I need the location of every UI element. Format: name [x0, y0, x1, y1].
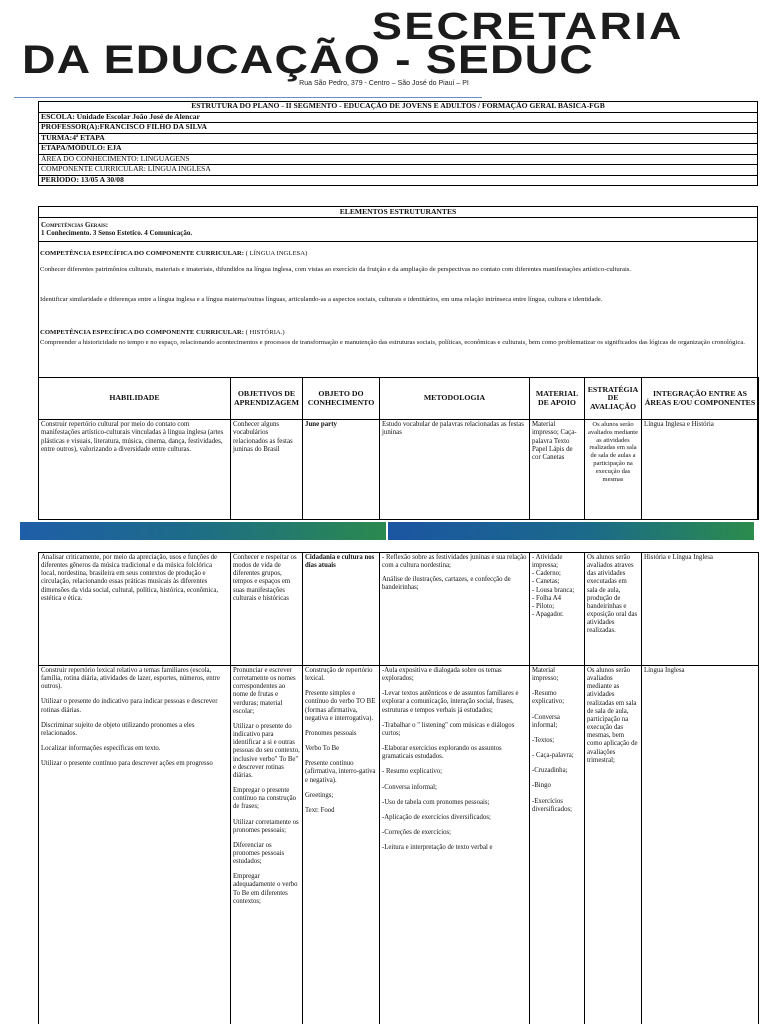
- general-competencies: [41, 221, 192, 237]
- header-divider: [14, 97, 482, 98]
- cell-skill: Analisar criticamente, por meio da apreciação, usos e funções de diferentes gêneros da música tradicional e da música folclórica local, nordestina, brasileira em seus contextos de produção e circulação, relacionando essas práticas musicais às diferentes dimensões da vida social, cultural, política, histórica, econômica, estética e ética.: [39, 553, 231, 666]
- cell-objectives: Conhecer e respeitar os modos de vida de diferentes grupos, tempos e espaços em suas manifestações culturais e históricas: [231, 553, 303, 666]
- info-teacher: PROFESSOR(A):FRANCISCO FILHO DA SILVA: [39, 123, 758, 134]
- table-row: [39, 553, 759, 666]
- cell-objectives: Conhecer alguns vocabulários relacionados as festas juninas do Brasil: [231, 420, 303, 520]
- cell-objectives: Pronunciar e escrever corretamente os nomes correspondentes ao nome de frutas e verduras; material escolar; Utilizar o presente do indicativo para identificar a si e outras pessoas do seu contexto, inclusive verbo" To Be" e descrever rotinas diárias. Empregar o presente contínuo na construção de frases; Utilizar corretamente os pronomes pessoais; Diferenciar os pronomes pessoais estudados; Empregar adequadamente o verbo To Be em diferentes contextos;: [231, 666, 303, 1024]
- cell-methodology: -Aula expositiva e dialogada sobre os temas explorados; -Levar textos autênticos e de assuntos familiares e explorar a comunicação, interação social, frases, estruturas e tempos verbais já estudados; -Trabalhar o " listening" com músicas e diálogos curtos; -Elaborar exercícios explorando os assuntos gramaticais estudados. - Resumo explicativo; -Conversa informal; -Uso de tabela com pronomes pessoais; -Aplicação de exercícios diversificados; -Correções de exercícios; -Leitura e interpretação de texto verbal e: [380, 666, 530, 1024]
- cell-skill: Construir repertório lexical relativo a temas familiares (escola, família, rotina diária, atividades de lazer, esportes, números, entre outros). Utilizar o presente do indicativo para indicar pessoas e descrever rotinas diárias. Discriminar sujeito de objeto utilizando pronomes a eles relacionados. Localizar informações específicas em texto. Utilizar o presente contínuo para descrever ações em progresso: [39, 666, 231, 1024]
- specific-competency-history-text: Compreender a historicidade no tempo e no espaço, relacionando acontecimentos e processos de transformação e manutenção das estruturas sociais, políticas, econômicas e culturais, bem como problematizar os significados das lógicas de organização cronológica.: [40, 339, 745, 346]
- cell-methodology: Estudo vocabular de palavras relacionadas as festas juninas: [380, 420, 530, 520]
- specific-competency-english-text-2: Identificar similaridade e diferenças entre a língua inglesa e a língua materna/outras línguas, articulando-as a aspectos sociais, culturais e identitários, em uma relação intrínseca entre língua, cultura e identidade.: [40, 296, 603, 303]
- table-row: [39, 666, 759, 1024]
- plan-structure-title: ESTRUTURA DO PLANO - II SEGMENTO - EDUCAÇÃO DE JOVENS E ADULTOS / FORMAÇÃO GERAL BÁSICA-FGB: [39, 102, 758, 113]
- cell-skill: Construir repertório cultural por meio do contato com manifestações artístico-culturais vinculadas à língua inglesa (artes plásticas e visuais, literatura, música, cinema, dança, festividades, entre outros), valorizando a diversidade entre culturas.: [39, 420, 231, 520]
- info-component: COMPONENTE CURRICULAR: LÍNGUA INGLESA: [39, 165, 758, 176]
- table-row: [39, 420, 759, 520]
- general-competencies-label: Competências Gerais:: [41, 221, 109, 229]
- cell-support-material: Material impresso; -Resumo explicativo; -Conversa informal; -Textos; - Caça-palavra; -Cruzadinha; -Bingo -Exercícios diversificados;: [530, 666, 585, 1024]
- col-header-skill: HABILIDADE: [39, 378, 231, 420]
- cell-knowledge-object: June party: [303, 420, 380, 520]
- cell-knowledge-object: Construção de repertório lexical. Presente simples e contínuo do verbo TO BE (formas afirmativa, negativa e interrogativa). Pronomes pessoais Verbo To Be Presente contínuo (afirmativa, interro-gativa e negativa). Greetings; Text: Food: [303, 666, 380, 1024]
- page-footer-band-right: [388, 522, 754, 540]
- page-footer-band-left: [20, 522, 386, 540]
- cell-evaluation-strategy: Os alunos serão avaliados mediante as atividades realizadas em sala de sala de aula, participação na execução das mesmas, bem como aplicação de avaliações trimestral;: [585, 666, 642, 1024]
- plan-info-table: [38, 101, 758, 186]
- col-header-support-material: MATERIAL DE APOIO: [530, 378, 585, 420]
- info-class: TURMA:4ª ETAPA: [39, 133, 758, 144]
- cell-integration: Língua Inglesa e História: [642, 420, 759, 520]
- info-school: ESCOLA: Unidade Escolar João José de Alencar: [39, 112, 758, 123]
- specific-competency-english-text-1: Conhecer diferentes patrimônios culturais, materiais e imateriais, difundidos na língua inglesa, com vistas ao exercício da fruição e da ampliação de perspectivas no contato com diferentes manifestações artístico-culturais.: [40, 266, 632, 273]
- col-header-integration: INTEGRAÇÃO ENTRE AS ÁREAS E/OU COMPONENTES: [642, 378, 759, 420]
- info-period: PERÍODO: 13/05 A 30/08: [39, 175, 758, 186]
- cell-integration: Língua Inglesa: [642, 666, 759, 1024]
- info-area: ÁREA DO CONHECIMENTO: LINGUAGENS: [39, 154, 758, 165]
- specific-competency-history-heading: COMPETÊNCIA ESPECÍFICA DO COMPONENTE CURRICULAR: ( HISTÓRIA.): [40, 329, 285, 336]
- specific-competency-english-heading: COMPETÊNCIA ESPECÍFICA DO COMPONENTE CURRICULAR: ( LÍNGUA INGLESA): [40, 250, 308, 257]
- col-header-knowledge-object: OBJETO DO CONHECIMENTO: [303, 378, 380, 420]
- lesson-plan-table: [38, 377, 759, 520]
- cell-support-material: - Atividade impressa; - Caderno; - Canetas; - Lousa branca; - Folha A4 - Piloto; - Apagador.: [530, 553, 585, 666]
- cell-support-material: Material impresso; Caça-palavra Texto Papel Lápis de cor Canetas: [530, 420, 585, 520]
- lesson-plan-table-continued: [38, 552, 759, 1024]
- col-header-evaluation-strategy: ESTRATÉGIA DE AVALIAÇÃO: [585, 378, 642, 420]
- info-stage: ETAPA/MÓDULO: EJA: [39, 144, 758, 155]
- cell-evaluation-strategy: Os alunos serão avaliados mediante as atividades realizadas em sala de sala de aulas a participação na execução das mesmas: [585, 420, 642, 520]
- col-header-objectives: OBJETIVOS DE APRENDIZAGEM: [231, 378, 303, 420]
- cell-integration: História e Língua Inglesa: [642, 553, 759, 666]
- col-header-methodology: METODOLOGIA: [380, 378, 530, 420]
- general-competencies-items: 1 Conhecimento. 3 Senso Estetico. 4 Comunicação.: [41, 229, 193, 237]
- cell-knowledge-object: Cidadania e cultura nos dias atuais: [303, 553, 380, 666]
- cell-methodology: - Reflexão sobre as festividades juninas e sua relação com a cultura nordestina; Análise de ilustrações, cartazes, e confecção de bandeirinhas;: [380, 553, 530, 666]
- letterhead-address: Rua São Pedro, 379 - Centro – São José do Piauí – PI: [299, 80, 469, 87]
- structuring-elements-title: ELEMENTOS ESTRUTURANTES: [39, 207, 757, 218]
- cell-evaluation-strategy: Os alunos serão avaliados atraves das atividades executadas em sala de aula, produção de bandeirinhas e exposição oral das atividades realizadas.: [585, 553, 642, 666]
- divider: [39, 241, 757, 242]
- letterhead: [0, 0, 768, 100]
- letterhead-title-line1: SECRETARIA: [372, 6, 684, 48]
- letterhead-title-line2: DA EDUCAÇÃO - SEDUC: [22, 38, 594, 82]
